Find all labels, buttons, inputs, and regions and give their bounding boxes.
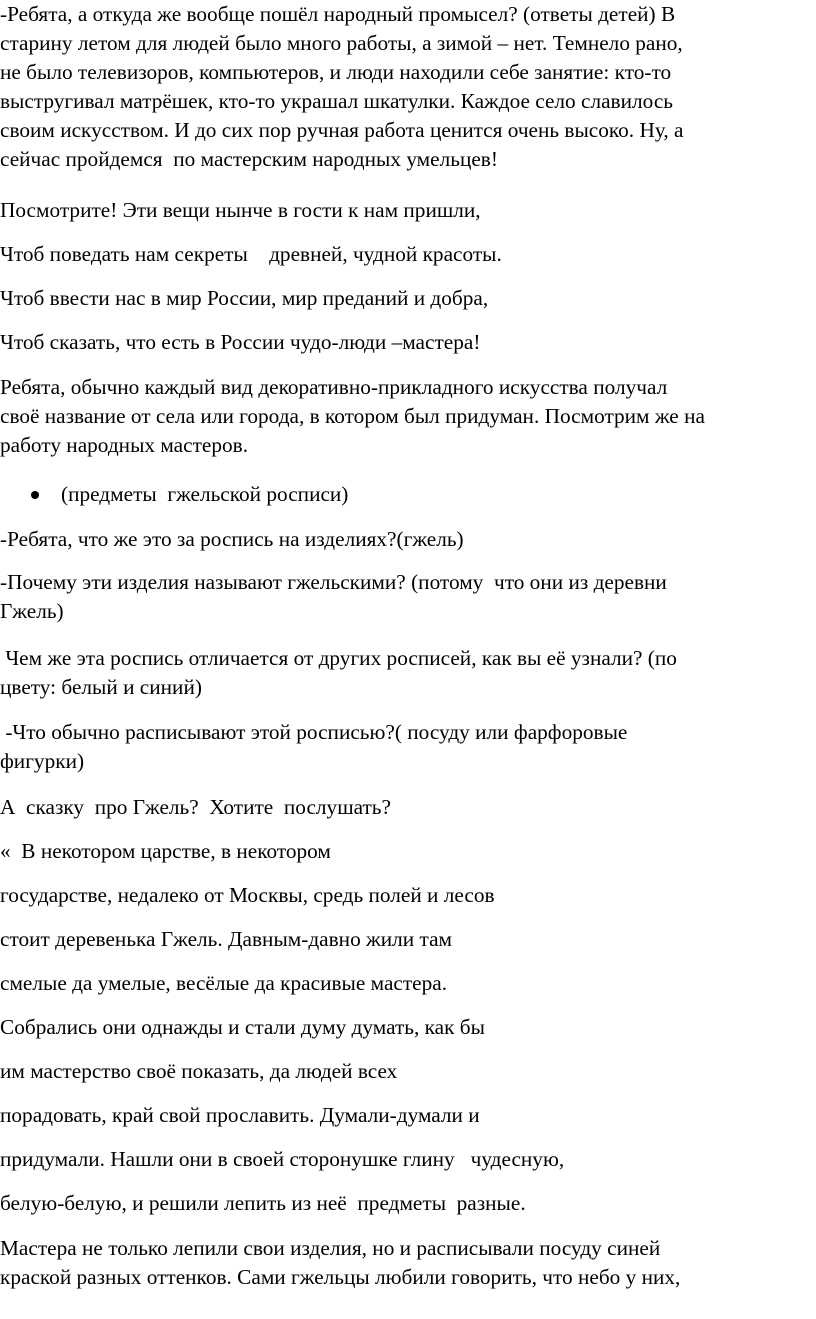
text-line: Чтоб поведать нам секреты древней, чудной красоты. [0,242,502,266]
text-line: своё название от села или города, в котором был придуман. Посмотрим же на [0,404,705,428]
bullet-text: (предметы гжельской росписи) [61,482,349,506]
poem-line-4 [0,328,816,357]
text-line: Ребята, обычно каждый вид декоративно-прикладного искусства получал [0,375,668,399]
tale-line-7 [0,1101,816,1130]
text-line: цвету: белый и синий) [0,675,202,699]
text-line: не было телевизоров, компьютеров, и люди находили себе занятие: кто-то [0,60,672,84]
question-gzhel [0,525,816,554]
fairy-tale-offer [0,793,816,822]
tale-line-4 [0,969,816,998]
paragraph-crafts [0,373,816,460]
bullet-icon [31,491,39,499]
question-why-gzhel [0,568,816,626]
text-line: Собрались они однажды и стали думу думать, как бы [0,1015,485,1039]
text-line: им мастерство своё показать, да людей всех [0,1059,398,1083]
text-line: Чем же эта роспись отличается от других росписей, как вы её узнали? (по [0,646,677,670]
text-line: работу народных мастеров. [0,433,249,457]
paragraph-intro [0,0,816,174]
poem-line-3 [0,284,816,313]
text-line: государстве, недалеко от Москвы, средь полей и лесов [0,883,495,907]
question-difference [0,644,816,702]
text-line: белую-белую, и решили лепить из неё предметы разные. [0,1191,526,1215]
text-line: -Ребята, что же это за роспись на изделиях?(гжель) [0,527,464,551]
text-line: Чтоб ввести нас в мир России, мир преданий и добра, [0,286,489,310]
text-line: сейчас пройдемся по мастерским народных умельцев! [0,147,498,171]
tale-line-2 [0,881,816,910]
tale-line-1 [0,837,816,866]
text-line: своим искусством. И до сих пор ручная работа ценится очень высоко. Ну, а [0,118,684,142]
text-line: А сказку про Гжель? Хотите послушать? [0,795,391,819]
text-line: -Ребята, а откуда же вообще пошёл народный промысел? (ответы детей) В [0,2,676,26]
tale-line-6 [0,1057,816,1086]
text-line: выстругивал матрёшек, кто-то украшал шкатулки. Каждое село славилось [0,89,673,113]
paragraph-masters [0,1234,816,1292]
text-line: старину летом для людей было много работы, а зимой – нет. Темнело рано, [0,31,683,55]
text-line: Гжель) [0,599,64,623]
text-line: « В некотором царстве, в некотором [0,839,331,863]
text-line: краской разных оттенков. Сами гжельцы любили говорить, что небо у них, [0,1265,681,1289]
question-what-painted [0,718,816,776]
text-line: Чтоб сказать, что есть в России чудо-люди –мастера! [0,330,481,354]
tale-line-9 [0,1189,816,1218]
text-line: смелые да умелые, весёлые да красивые мастера. [0,971,448,995]
text-line: -Почему эти изделия называют гжельскими? (потому что они из деревни [0,570,667,594]
tale-line-8 [0,1145,816,1174]
text-line: стоит деревенька Гжель. Давным-давно жили там [0,927,453,951]
text-line: -Что обычно расписывают этой росписью?( посуду или фарфоровые [0,720,628,744]
text-line: придумали. Нашли они в своей сторонушке глину чудесную, [0,1147,565,1171]
poem-line-2 [0,240,816,269]
text-line: порадовать, край свой прославить. Думали-думали и [0,1103,480,1127]
text-line: Посмотрите! Эти вещи нынче в гости к нам пришли, [0,198,481,222]
tale-line-5 [0,1013,816,1042]
bullet-list-item [0,480,816,509]
poem-line-1 [0,196,816,225]
text-line: Мастера не только лепили свои изделия, но и расписывали посуду синей [0,1236,661,1260]
tale-line-3 [0,925,816,954]
text-line: фигурки) [0,749,85,773]
